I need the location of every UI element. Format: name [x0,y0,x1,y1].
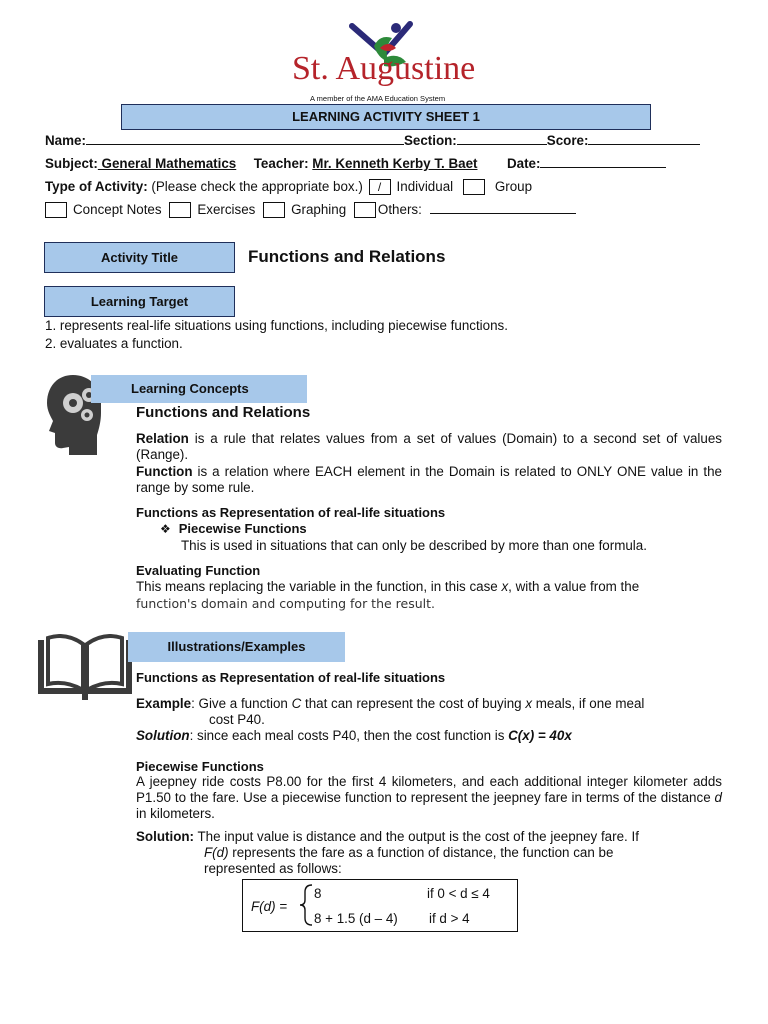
relation-definition [136,431,722,463]
name-label: Name: [45,133,86,148]
activity-type-label: Type of Activity: [45,179,148,194]
relation-def: is a rule that relates values from a set of values (Domain) to a second set of values (Range). [136,431,722,462]
example-line2: cost P40. [209,712,265,727]
piecewise-example-heading: Piecewise Functions [136,759,264,774]
jeepney-var: d [714,790,722,805]
function-term: Function [136,464,193,479]
evaluating-desc-line2: function's domain and computing for the result. [136,596,436,611]
open-book-icon [36,634,134,700]
section-label: Section: [403,133,457,148]
date-label: Date: [506,156,541,171]
graphing-checkbox[interactable] [263,202,285,218]
score-label: Score: [546,133,589,148]
individual-checkbox[interactable]: / [369,179,391,195]
activity-type-hint: (Please check the appropriate box.) [151,179,363,194]
activity-type-row [45,179,725,195]
exercises-checkbox[interactable] [169,202,191,218]
piecewise-desc: This is used in situations that can only be described by more than one formula. [181,538,647,553]
activity-title-label: Activity Title [100,249,179,265]
left-brace-icon [299,884,313,926]
example-text-1: : Give a function [191,696,292,711]
learning-target-label: Learning Target [90,293,189,309]
piecewise-formula-box [242,879,518,932]
example-text-3: meals, if one meal [532,696,645,711]
case2-value: 8 + 1.5 (d – 4) [314,911,398,926]
solution2-line1 [136,829,722,845]
learning-target-item-2: 2. evaluates a function. [45,336,183,351]
activity-title-label-box [44,242,235,273]
piecewise-heading: Piecewise Functions [178,521,307,536]
illustrations-heading: Functions as Representation of real-life situations [136,670,446,685]
teacher-label: Teacher: [253,156,309,171]
solution2-label: Solution: [136,829,195,844]
relation-term: Relation [136,431,189,446]
sheet-title-text: LEARNING ACTIVITY SHEET 1 [292,109,480,124]
group-label: Group [494,179,533,194]
learning-target-label-box [44,286,235,317]
score-field[interactable] [588,133,700,145]
solution2-line3: represented as follows: [204,861,342,876]
sheet-title [121,104,651,130]
concepts-heading: Functions and Relations [136,404,311,421]
school-name: St. Augustine [292,50,476,87]
representation-heading: Functions as Representation of real-life situations [136,505,446,520]
school-tagline: A member of the AMA Education System [310,94,446,103]
piecewise-bullet-row [160,521,307,537]
name-row [45,133,725,149]
solution2-text-2: represents the fare as a function of distance, the function can be [228,845,614,860]
individual-label: Individual [396,179,454,194]
exercises-label: Exercises [197,202,256,217]
others-field[interactable] [430,202,576,214]
subject-row [45,156,725,172]
function-definition [136,464,722,496]
subject-value: General Mathematics [97,156,237,171]
case1-condition: if 0 < d ≤ 4 [427,886,490,901]
solution2-line2 [204,845,722,861]
graphing-label: Graphing [291,202,347,217]
concept-notes-label: Concept Notes [73,202,162,217]
example-var-x: x [525,696,533,711]
name-field[interactable] [86,133,404,145]
activity-title-value: Functions and Relations [248,247,446,266]
illustrations-label-box [128,632,345,662]
solution-text: : since each meal costs P40, then the cost function is [189,728,509,743]
teacher-value: Mr. Kenneth Kerby T. Baet [312,156,478,171]
others-label: Others: [377,202,422,217]
evaluating-desc-part1: This means replacing the variable in the function, in this case [136,579,502,594]
example-line1 [136,696,722,712]
section-field[interactable] [457,133,547,145]
school-logo [288,18,488,104]
jeepney-text-2: in kilometers. [136,806,215,821]
group-checkbox[interactable] [463,179,485,195]
example-text-2: that can represent the cost of buying [301,696,526,711]
subject-label: Subject: [45,156,98,171]
function-def: is a relation where EACH element in the Domain is related to ONLY ONE value in the range by some rule. [136,464,722,495]
learning-target-item-1: 1. represents real-life situations using functions, including piecewise functions. [45,318,508,333]
evaluating-desc-part2: , with a value from the [508,579,640,594]
learning-concepts-label-box [91,375,307,403]
date-field[interactable] [540,156,666,168]
case2-condition: if d > 4 [429,911,470,926]
solution-line [136,728,572,744]
activity-kind-row [45,202,725,218]
jeepney-text-1: A jeepney ride costs P8.00 for the first 4 kilometers, and each additional integer kilometer adds P1.50 to the fare. Use a piecewise function to represent the jeepney fare in terms of the distance [136,774,722,805]
bullet-diamond-icon: ❖ [160,522,171,536]
learning-concepts-label: Learning Concepts [131,381,249,396]
others-checkbox[interactable] [354,202,376,218]
solution2-text-1: The input value is distance and the output is the cost of the jeepney fare. If [194,829,639,844]
solution-label: Solution [136,728,190,743]
example-var-c: C [291,696,302,711]
evaluating-var: x [501,579,509,594]
jeepney-problem [136,774,722,822]
evaluating-heading: Evaluating Function [136,563,261,578]
solution2-var: F(d) [204,845,229,860]
illustrations-label: Illustrations/Examples [167,639,306,654]
case1-value: 8 [314,886,322,901]
solution-formula: C(x) = 40x [508,728,572,743]
concept-notes-checkbox[interactable] [45,202,67,218]
evaluating-desc [136,579,722,595]
formula-lhs: F(d) = [251,899,288,914]
example-label: Example [136,696,192,711]
